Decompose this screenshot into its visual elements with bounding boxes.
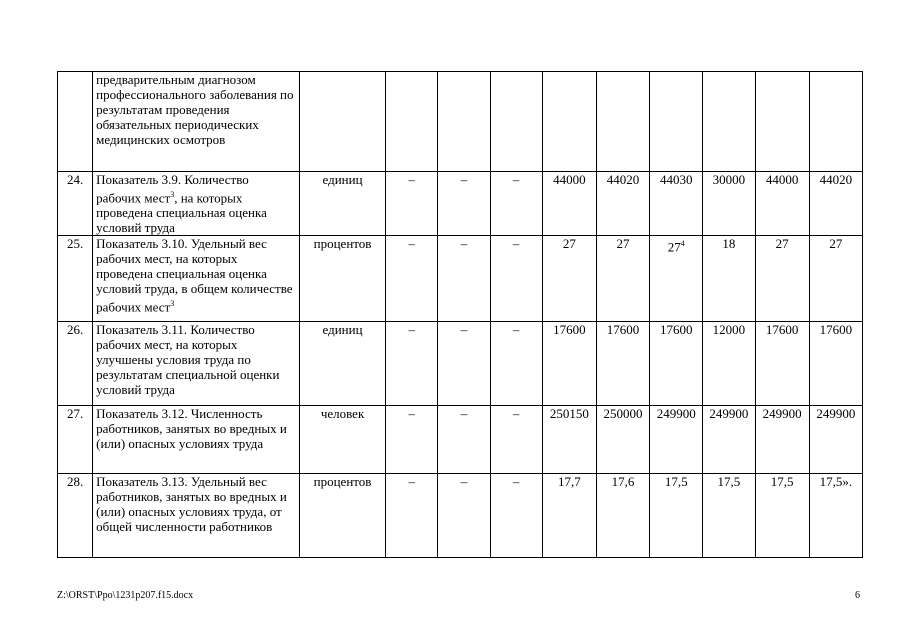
value-cell: 17,5». — [809, 474, 862, 558]
value-cell: 17600 — [809, 322, 862, 406]
value-cell: 250150 — [542, 406, 596, 474]
value-cell — [386, 72, 438, 172]
indicator-name-cell: Показатель 3.13. Удельный вес работников, занятых во вредных и (или) опасных условиях труда, от общей численности работников — [93, 474, 300, 558]
value-cell: 27 — [542, 236, 596, 322]
value-cell: – — [438, 406, 490, 474]
page-number: 6 — [855, 590, 860, 601]
row-number-cell: 25. — [58, 236, 93, 322]
table-row — [58, 406, 863, 474]
value-cell: – — [386, 172, 438, 236]
table-row-continuation — [58, 72, 863, 172]
indicator-name-cell: Показатель 3.12. Численность работников, занятых во вредных и (или) опасных условиях труда — [93, 406, 300, 474]
value-cell: $27^4$ — [650, 236, 703, 322]
unit-cell: единиц — [299, 172, 385, 236]
value-cell: 250000 — [596, 406, 649, 474]
table-row — [58, 474, 863, 558]
value-cell: – — [438, 236, 490, 322]
footnote-marker: 4 — [680, 239, 685, 249]
value-cell: – — [490, 236, 542, 322]
unit-cell — [299, 72, 385, 172]
row-number-cell: 28. — [58, 474, 93, 558]
value-cell: – — [438, 474, 490, 558]
unit-cell: процентов — [299, 474, 385, 558]
table-row — [58, 236, 863, 322]
value-cell: – — [490, 172, 542, 236]
value-cell: – — [490, 322, 542, 406]
value-cell: 249900 — [809, 406, 862, 474]
value-cell: 17,5 — [755, 474, 809, 558]
value-cell — [542, 72, 596, 172]
value-cell: 249900 — [703, 406, 755, 474]
footer-file-path: Z:\ORST\Ppo\1231p207.f15.docx — [57, 590, 194, 601]
value-cell — [650, 72, 703, 172]
indicator-name-cell: Показатель 3.9. Количество рабочих мест$^3$, на которых проведена специальная оценка условий труда — [93, 172, 300, 236]
indicator-name-cell: Показатель 3.11. Количество рабочих мест, на которых улучшены условия труда по результатам специальной оценки условий труда — [93, 322, 300, 406]
value-cell: – — [386, 474, 438, 558]
table-row — [58, 172, 863, 236]
value-cell: – — [438, 322, 490, 406]
value-cell: – — [386, 322, 438, 406]
value-cell: 44000 — [542, 172, 596, 236]
unit-cell: единиц — [299, 322, 385, 406]
value-cell: 44020 — [809, 172, 862, 236]
value-cell: 17,6 — [596, 474, 649, 558]
unit-cell: процентов — [299, 236, 385, 322]
value-cell: 17600 — [650, 322, 703, 406]
value-cell: – — [386, 236, 438, 322]
value-cell — [703, 72, 755, 172]
value-cell: 17600 — [596, 322, 649, 406]
indicator-name-cell: Показатель 3.10. Удельный вес рабочих мест, на которых проведена специальная оценка условий труда, в общем количестве рабочих мест$^3$ — [93, 236, 300, 322]
value-cell: – — [490, 406, 542, 474]
value-cell — [490, 72, 542, 172]
row-number-cell: 26. — [58, 322, 93, 406]
value-cell — [438, 72, 490, 172]
value-cell: 30000 — [703, 172, 755, 236]
indicator-name-cell: предварительным диагнозом профессионального заболевания по результатам проведения обязательных периодических медицинских осмотров — [93, 72, 300, 172]
value-cell: 249900 — [755, 406, 809, 474]
value-cell: 44030 — [650, 172, 703, 236]
value-cell: 17,7 — [542, 474, 596, 558]
value-cell — [809, 72, 862, 172]
value-cell: – — [490, 474, 542, 558]
table-row — [58, 322, 863, 406]
unit-cell: человек — [299, 406, 385, 474]
value-cell: – — [386, 406, 438, 474]
value-cell: 17600 — [755, 322, 809, 406]
indicators-table — [57, 71, 863, 558]
row-number-cell: 27. — [58, 406, 93, 474]
value-cell: 249900 — [650, 406, 703, 474]
value-cell — [596, 72, 649, 172]
value-cell: 12000 — [703, 322, 755, 406]
value-cell: 18 — [703, 236, 755, 322]
value-cell: 44020 — [596, 172, 649, 236]
value-cell: 27 — [755, 236, 809, 322]
value-cell: 27 — [596, 236, 649, 322]
value-cell: 44000 — [755, 172, 809, 236]
row-number-cell: 24. — [58, 172, 93, 236]
value-cell: 17,5 — [703, 474, 755, 558]
value-cell: – — [438, 172, 490, 236]
value-cell — [755, 72, 809, 172]
value-cell: 17,5 — [650, 474, 703, 558]
row-number-cell — [58, 72, 93, 172]
value-cell: 17600 — [542, 322, 596, 406]
value-cell: 27 — [809, 236, 862, 322]
